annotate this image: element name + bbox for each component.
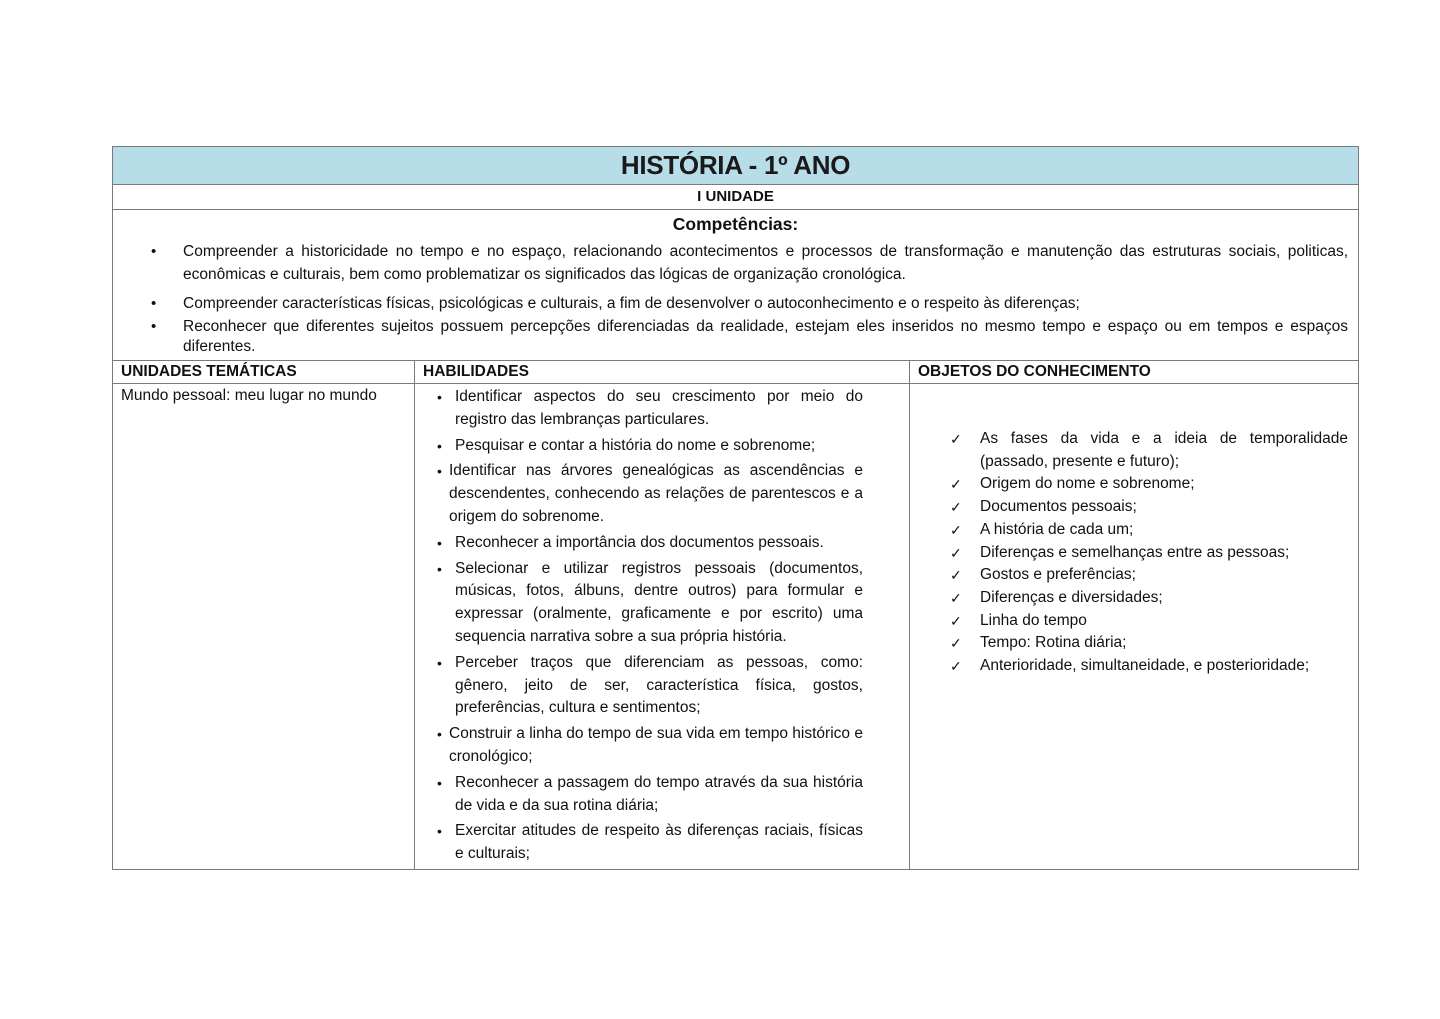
competencias-section <box>113 210 1359 361</box>
objeto-text: As fases da vida e a ideia de temporalidade (passado, presente e futuro); <box>980 430 1349 470</box>
unit-label: I UNIDADE <box>113 185 1359 210</box>
habilidade-text: Exercitar atitudes de respeito às diferenças raciais, físicas e culturais; <box>455 822 863 863</box>
objetos-cell <box>910 384 1359 870</box>
habilidade-item <box>435 532 863 555</box>
habilidade-text: Identificar nas árvores genealógicas as ascendências e descendentes, conhecendo as relações de parentescos e a origem do sobrenome. <box>449 462 863 525</box>
document-title: HISTÓRIA - 1º ANO <box>113 147 1359 185</box>
objeto-item <box>950 428 1348 473</box>
bullet-icon: • <box>437 463 442 480</box>
habilidade-item <box>435 723 863 769</box>
curriculum-table <box>112 146 1359 870</box>
objeto-text: Documentos pessoais; <box>980 498 1137 516</box>
table-row <box>113 384 1359 870</box>
habilidade-item <box>435 652 863 720</box>
habilidade-text: Reconhecer a passagem do tempo através da sua história de vida e da sua rotina diária; <box>455 773 863 814</box>
objeto-text: Diferenças e diversidades; <box>980 588 1163 606</box>
checkmark-icon: ✓ <box>950 476 962 493</box>
habilidade-text: Perceber traços que diferenciam as pessoas, como: gênero, jeito de ser, característica física, gostos, preferências, cultura e sentimentos; <box>455 653 863 717</box>
checkmark-icon: ✓ <box>950 544 962 561</box>
curriculum-document <box>112 146 1358 870</box>
competencias-list <box>113 241 1358 357</box>
objeto-text: Diferenças e semelhanças entre as pessoas; <box>980 543 1290 561</box>
objeto-item <box>950 610 1348 633</box>
bullet-icon: • <box>151 317 157 335</box>
competencia-item <box>113 241 1358 286</box>
checkmark-icon: ✓ <box>950 589 962 606</box>
objeto-item <box>950 587 1348 610</box>
checkmark-icon: ✓ <box>950 431 962 447</box>
bullet-icon: • <box>437 560 442 577</box>
bullet-icon: • <box>151 243 157 260</box>
checkmark-icon: ✓ <box>950 658 962 675</box>
objeto-text: Tempo: Rotina diária; <box>980 634 1127 652</box>
habilidade-item <box>435 435 863 458</box>
column-header-habilidades: HABILIDADES <box>415 361 910 384</box>
bullet-icon: • <box>437 437 442 454</box>
objeto-item <box>950 542 1348 565</box>
bullet-icon: • <box>437 389 442 405</box>
objeto-item <box>950 519 1348 542</box>
competencias-heading: Competências: <box>672 214 799 234</box>
checkmark-icon: ✓ <box>950 612 962 629</box>
habilidade-text: Pesquisar e contar a história do nome e sobrenome; <box>455 436 816 454</box>
habilidade-item <box>435 820 863 866</box>
bullet-icon: • <box>437 823 442 840</box>
objeto-text: Gostos e preferências; <box>980 566 1136 584</box>
habilidade-text: Construir a linha do tempo de sua vida em tempo histórico e cronológico; <box>449 725 863 765</box>
habilidades-list <box>415 386 909 866</box>
bullet-icon: • <box>151 295 157 312</box>
objeto-item <box>950 564 1348 587</box>
objeto-item <box>950 496 1348 519</box>
competencia-text: Reconhecer que diferentes sujeitos possuem percepções diferenciadas da realidade, estejam eles inseridos no mesmo tempo e espaço ou em tempos e espaços diferentes. <box>183 317 1349 355</box>
bullet-icon: • <box>437 654 442 671</box>
competencia-item <box>113 317 1358 357</box>
competencia-item <box>113 293 1358 316</box>
checkmark-icon: ✓ <box>950 521 962 538</box>
objeto-text: Linha do tempo <box>980 611 1087 629</box>
habilidade-item <box>435 772 863 818</box>
column-header-objetos-do-conhecimento: OBJETOS DO CONHECIMENTO <box>910 361 1359 384</box>
objeto-text: Anterioridade, simultaneidade, e posterioridade; <box>980 657 1310 675</box>
checkmark-icon: ✓ <box>950 635 962 652</box>
objeto-item <box>950 632 1348 655</box>
competencia-text: Compreender características físicas, psicológicas e culturais, a fim de desenvolver o autoconhecimento e o respeito às diferenças; <box>183 295 1080 312</box>
bullet-icon: • <box>437 774 442 791</box>
checkmark-icon: ✓ <box>950 567 962 584</box>
competencia-text: Compreender a historicidade no tempo e no espaço, relacionando acontecimentos e processos de transformação e manutenção das estruturas sociais, politicas, econômicas e culturais, bem como problematizar os significados das lógicas de organização cronológica. <box>183 243 1349 283</box>
habilidade-item <box>435 386 863 432</box>
unidade-tematica-cell: Mundo pessoal: meu lugar no mundo <box>113 384 415 870</box>
column-header-unidades-tematicas: UNIDADES TEMÁTICAS <box>113 361 415 384</box>
habilidade-item <box>435 460 863 528</box>
bullet-icon: • <box>437 534 442 551</box>
habilidade-item <box>435 558 863 649</box>
habilidades-cell <box>415 384 910 870</box>
habilidade-text: Identificar aspectos do seu crescimento por meio do registro das lembranças particulares. <box>455 388 863 428</box>
checkmark-icon: ✓ <box>950 499 962 516</box>
objetos-list <box>910 428 1358 678</box>
objeto-text: Origem do nome e sobrenome; <box>980 475 1195 493</box>
bullet-icon: • <box>437 726 442 743</box>
objeto-text: A história de cada um; <box>980 520 1134 538</box>
habilidade-text: Reconhecer a importância dos documentos pessoais. <box>455 533 824 551</box>
habilidade-text: Selecionar e utilizar registros pessoais (documentos, músicas, fotos, álbuns, dentre outros) para formular e expressar (oralmente, graficamente e por escrito) uma sequencia narrativa sobre a sua própria história. <box>455 559 863 645</box>
objeto-item <box>950 655 1348 678</box>
objeto-item <box>950 473 1348 496</box>
